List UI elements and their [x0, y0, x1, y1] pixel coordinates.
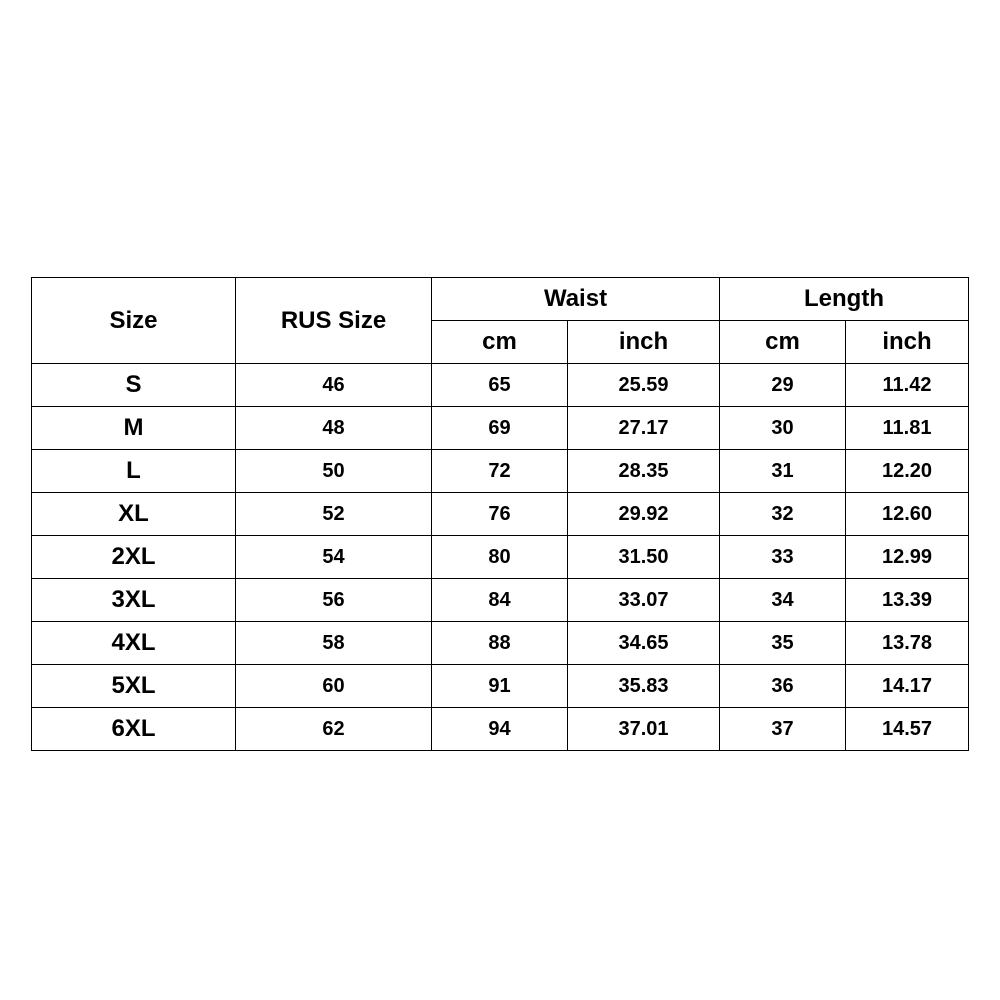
cell-rus-size: 56 [236, 579, 432, 622]
cell-size: M [32, 407, 236, 450]
cell-waist-inch: 25.59 [568, 364, 720, 407]
table-row [32, 536, 969, 579]
cell-waist-inch: 29.92 [568, 493, 720, 536]
cell-waist-cm: 88 [432, 622, 568, 665]
cell-rus-size: 48 [236, 407, 432, 450]
cell-length-cm: 33 [720, 536, 846, 579]
size-chart-table [31, 277, 969, 751]
header-length: Length [720, 278, 969, 321]
cell-size: S [32, 364, 236, 407]
cell-waist-cm: 91 [432, 665, 568, 708]
cell-waist-cm: 94 [432, 708, 568, 751]
cell-rus-size: 54 [236, 536, 432, 579]
cell-length-inch: 12.99 [846, 536, 969, 579]
header-row-top [32, 278, 969, 321]
cell-rus-size: 46 [236, 364, 432, 407]
cell-rus-size: 58 [236, 622, 432, 665]
cell-length-inch: 11.81 [846, 407, 969, 450]
header-rus-size: RUS Size [236, 278, 432, 364]
header-waist-inch: inch [568, 321, 720, 364]
cell-length-inch: 11.42 [846, 364, 969, 407]
cell-length-cm: 35 [720, 622, 846, 665]
cell-waist-inch: 37.01 [568, 708, 720, 751]
cell-length-cm: 37 [720, 708, 846, 751]
cell-length-inch: 14.57 [846, 708, 969, 751]
cell-size: 2XL [32, 536, 236, 579]
cell-waist-inch: 35.83 [568, 665, 720, 708]
cell-rus-size: 52 [236, 493, 432, 536]
cell-waist-inch: 33.07 [568, 579, 720, 622]
table-row [32, 407, 969, 450]
cell-waist-cm: 65 [432, 364, 568, 407]
cell-rus-size: 60 [236, 665, 432, 708]
header-length-cm: cm [720, 321, 846, 364]
cell-size: 5XL [32, 665, 236, 708]
header-length-inch: inch [846, 321, 969, 364]
header-waist: Waist [432, 278, 720, 321]
cell-waist-cm: 80 [432, 536, 568, 579]
table-row [32, 364, 969, 407]
cell-size: XL [32, 493, 236, 536]
cell-length-cm: 34 [720, 579, 846, 622]
cell-rus-size: 50 [236, 450, 432, 493]
header-size: Size [32, 278, 236, 364]
cell-size: 6XL [32, 708, 236, 751]
cell-size: 4XL [32, 622, 236, 665]
cell-waist-inch: 34.65 [568, 622, 720, 665]
cell-length-inch: 14.17 [846, 665, 969, 708]
header-waist-cm: cm [432, 321, 568, 364]
cell-size: L [32, 450, 236, 493]
cell-waist-inch: 28.35 [568, 450, 720, 493]
cell-length-cm: 29 [720, 364, 846, 407]
cell-rus-size: 62 [236, 708, 432, 751]
cell-length-inch: 12.60 [846, 493, 969, 536]
cell-waist-cm: 69 [432, 407, 568, 450]
table-row [32, 579, 969, 622]
table-row [32, 493, 969, 536]
cell-waist-inch: 31.50 [568, 536, 720, 579]
cell-length-cm: 36 [720, 665, 846, 708]
size-chart-header [32, 278, 969, 364]
cell-length-inch: 13.39 [846, 579, 969, 622]
cell-waist-cm: 72 [432, 450, 568, 493]
cell-waist-cm: 84 [432, 579, 568, 622]
cell-waist-inch: 27.17 [568, 407, 720, 450]
table-row [32, 708, 969, 751]
cell-waist-cm: 76 [432, 493, 568, 536]
cell-length-inch: 12.20 [846, 450, 969, 493]
table-row [32, 622, 969, 665]
table-row [32, 450, 969, 493]
cell-length-inch: 13.78 [846, 622, 969, 665]
cell-size: 3XL [32, 579, 236, 622]
cell-length-cm: 30 [720, 407, 846, 450]
table-row [32, 665, 969, 708]
cell-length-cm: 31 [720, 450, 846, 493]
cell-length-cm: 32 [720, 493, 846, 536]
size-chart-body [32, 364, 969, 751]
